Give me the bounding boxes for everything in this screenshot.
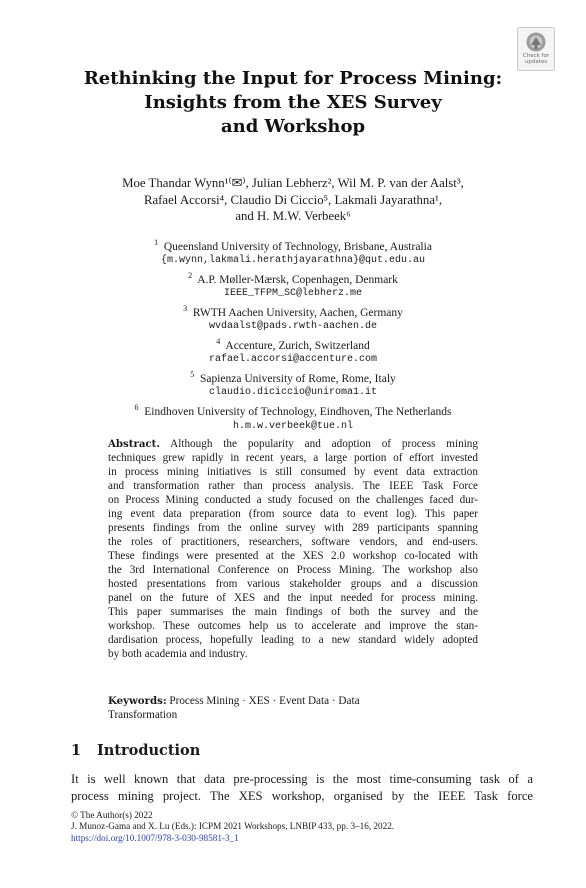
abstract-label: Abstract.	[108, 438, 160, 450]
check-for-updates-badge[interactable]	[517, 27, 555, 71]
abstract-line: presents findings from the online survey with 289 participants spanning	[108, 522, 478, 534]
title-line-3: and Workshop	[220, 116, 366, 137]
affiliation-1-email[interactable]: {m.wynn,lakmali.herathjayarathna}@qut.edu.au	[160, 255, 426, 267]
abstract-line: This paper summarises the main findings of both the survey and the	[108, 606, 478, 618]
body-line: It is well known that data pre-processing is the most time-consuming task of a	[71, 772, 533, 786]
abstract-line: the roles of practitioners, researchers, software vendors, and end-users.	[108, 536, 478, 548]
abstract-line: techniques grew rapidly in recent years, a large portion of effort invested	[108, 452, 478, 464]
abstract-line: Abstract. Although the popularity and adoption of process mining	[108, 438, 478, 450]
affiliation-6-email[interactable]: h.m.w.verbeek@tue.nl	[232, 420, 354, 432]
affiliation-5: $^5$ Sapienza University of Rome, Rome, Italy	[190, 370, 396, 385]
title-line-2: Insights from the XES Survey	[144, 92, 442, 113]
section-title: Introduction	[97, 742, 201, 759]
affiliation-4: $^4$ Accenture, Zurich, Switzerland	[216, 337, 370, 352]
copyright-note: © The Author(s) 2022	[71, 810, 153, 820]
abstract-line: and transformation rather than process analysis. The IEEE Task Force	[108, 480, 478, 492]
affiliation-1: $^1$ Queensland University of Technology, Brisbane, Australia	[154, 238, 432, 253]
keywords	[108, 694, 478, 722]
abstract-line: in process mining initiatives is still consumed by event data extraction	[108, 466, 478, 478]
abstract-line: These findings were presented at the XES 2.0 workshop co-located with	[108, 550, 478, 562]
citation-note: J. Munoz-Gama and X. Lu (Eds.): ICPM 2021 Workshops, LNBIP 433, pp. 3–16, 2022.	[71, 821, 395, 832]
author-list	[60, 175, 526, 225]
authors-line-3: and H. M.W. Verbeek⁶	[235, 209, 351, 223]
keywords-label: Keywords:	[108, 695, 167, 707]
abstract-line: ing event data preparation (from source data to event log). This paper	[108, 508, 478, 520]
affiliation-6: $^6$ Eindhoven University of Technology, Eindhoven, The Netherlands	[134, 403, 452, 418]
badge-line-1: Check for	[522, 53, 550, 59]
body-line: process mining project. The XES workshop, organised by the IEEE Task force	[71, 788, 533, 803]
abstract-line: on Process Mining conducted a study focused on the challenges faced dur-	[108, 494, 478, 506]
abstract-line: by both academia and industry.	[108, 648, 248, 660]
affiliation-3-email[interactable]: wvdaalst@pads.rwth-aachen.de	[208, 321, 378, 333]
affiliation-4-email[interactable]: rafael.accorsi@accenture.com	[208, 354, 378, 366]
affiliation-2: $^2$ A.P. Møller-Mærsk, Copenhagen, Denmark	[188, 271, 398, 286]
authors-line-2: Rafael Accorsi⁴, Claudio Di Ciccio⁵, Lakmali Jayarathna¹,	[143, 192, 443, 207]
section-number: 1	[71, 742, 82, 759]
abstract-line: dardisation process, hopefully leading to a new standard widely adopted	[108, 634, 478, 646]
body-text	[71, 771, 533, 804]
section-heading	[71, 742, 200, 760]
abstract-line: the 3rd International Conference on Process Mining. The workshop also	[108, 564, 478, 576]
footnote	[71, 810, 394, 844]
doi-link[interactable]: https://doi.org/10.1007/978-3-030-98581-3_1	[71, 832, 239, 843]
title-line-1: Rethinking the Input for Process Mining:	[83, 68, 503, 89]
badge-line-2: updates	[524, 59, 548, 65]
paper-title	[60, 67, 526, 139]
abstract-line: hosted presentations from various stakeholder groups and a discussion	[108, 578, 478, 590]
affiliation-3: $^3$ RWTH Aachen University, Aachen, Germany	[183, 304, 403, 319]
affiliation-2-email[interactable]: IEEE_TFPM_SC@lebherz.me	[223, 288, 363, 300]
affiliation-5-email[interactable]: claudio.diciccio@uniroma1.it	[208, 387, 378, 399]
authors-line-1: Moe Thandar Wynn¹⁽✉⁾, Julian Lebherz², Wil M. P. van der Aalst³,	[122, 176, 464, 190]
crossmark-icon	[525, 31, 547, 53]
abstract-line: workshop. These outcomes help us to accelerate and improve the stan-	[108, 620, 478, 632]
affiliation-list	[60, 236, 526, 434]
keywords-line-1: Keywords: Process Mining · XES · Event Data · Data	[108, 695, 360, 707]
keywords-line-2: Transformation	[108, 709, 178, 721]
abstract	[108, 437, 478, 661]
abstract-line: panel on the future of XES and the input needed for process mining.	[108, 592, 478, 604]
